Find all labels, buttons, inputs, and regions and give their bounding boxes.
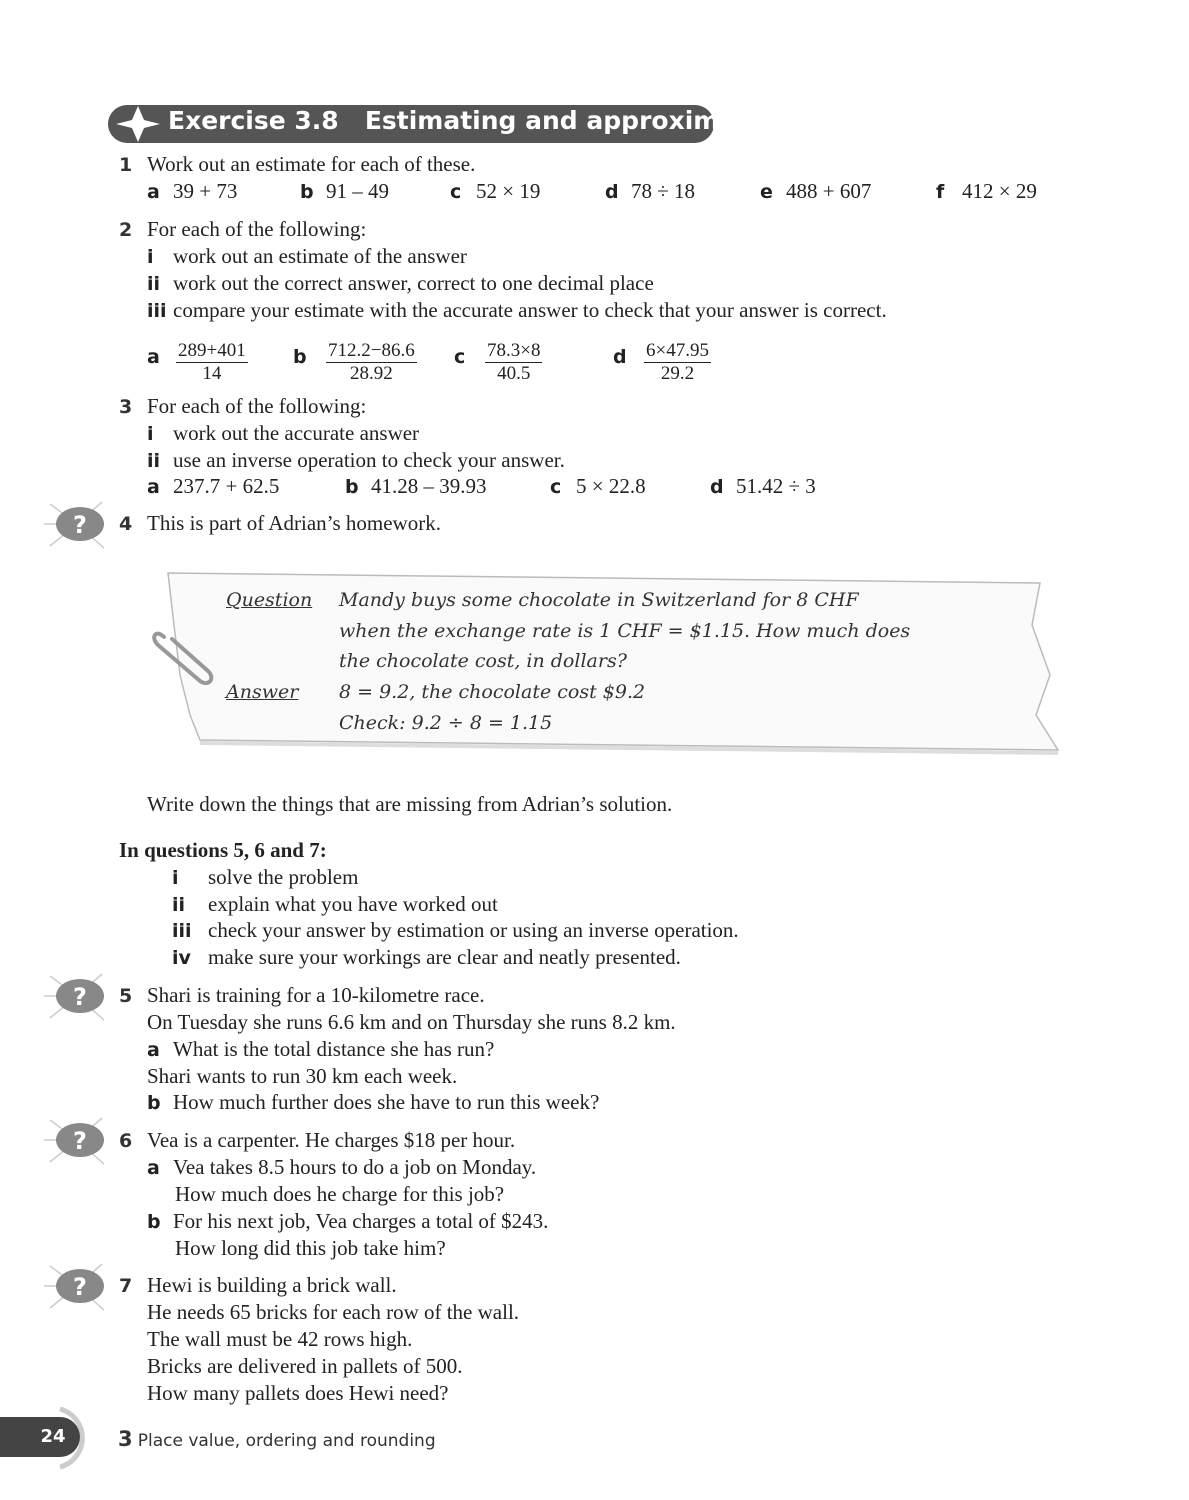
brain-question-icon	[42, 494, 112, 554]
page-number: 24	[40, 1426, 66, 1447]
q2-step-i: i work out an estimate of the answer	[147, 244, 467, 268]
star-icon	[112, 104, 164, 144]
q5-line: On Tuesday she runs 6.6 km and on Thursday she runs 8.2 km.	[147, 1010, 676, 1034]
q5-part-a: a What is the total distance she has run?	[147, 1037, 495, 1061]
homework-question-line: Mandy buys some chocolate in Switzerland for 8 CHF	[339, 589, 859, 611]
instruction-step: ii explain what you have worked out	[172, 892, 498, 916]
homework-question-line: the chocolate cost, in dollars?	[339, 650, 627, 672]
brain-question-icon	[42, 1256, 112, 1316]
q6-part-a: a Vea takes 8.5 hours to do a job on Monday.	[147, 1155, 537, 1179]
instruction-step: iii check your answer by estimation or using an inverse operation.	[172, 918, 739, 942]
homework-answer-line: 8 = 9.2, the chocolate cost $9.2	[339, 681, 646, 703]
exercise-title	[168, 106, 792, 135]
question-3: 3 For each of the following:	[119, 394, 367, 418]
brain-question-icon	[42, 1110, 112, 1170]
q4-followup: Write down the things that are missing from Adrian’s solution.	[147, 792, 673, 816]
exercise-number: Exercise 3.8	[168, 106, 339, 135]
q3-part-d: d 51.42 ÷ 3	[710, 474, 816, 498]
question-2: 2 For each of the following:	[119, 217, 367, 241]
q5-part-b: b How much further does she have to run this week?	[147, 1090, 600, 1114]
exercise-name: Estimating and approximating	[364, 106, 793, 135]
homework-answer-label: Answer	[226, 681, 299, 703]
q2-fraction-d: $\frac{6\times 47.95}{29.2}$	[646, 340, 709, 384]
homework-question-line: when the exchange rate is 1 CHF = $1.15. How much does	[339, 620, 911, 642]
question-5: 5 Shari is training for a 10-kilometre race.	[119, 983, 485, 1007]
q3-step-ii: ii use an inverse operation to check your answer.	[147, 448, 565, 472]
q2-fraction-c-label: c	[454, 346, 466, 368]
homework-question-label: Question	[226, 589, 313, 611]
q2-step-ii: ii work out the correct answer, correct to one decimal place	[147, 271, 654, 295]
q2-fraction-b: $\frac{712.2-86.6}{28.92}$	[328, 340, 415, 384]
svg-text:?: ?	[73, 1127, 87, 1155]
question-6: 6 Vea is a carpenter. He charges $18 per hour.	[119, 1128, 516, 1152]
question-7: 7 Hewi is building a brick wall.	[119, 1273, 397, 1297]
svg-text:?: ?	[73, 511, 87, 539]
q6-part-b-line2: How long did this job take him?	[175, 1236, 446, 1260]
svg-text:?: ?	[73, 1273, 87, 1301]
paperclip-icon	[150, 625, 220, 685]
homework-answer-line: Check: 9.2 ÷ 8 = 1.15	[339, 712, 553, 734]
question-1: 1 Work out an estimate for each of these.	[119, 152, 476, 176]
q1-part-e: e 488 + 607	[760, 179, 872, 203]
q1-part-b: b 91 – 49	[300, 179, 389, 203]
instruction-step: iv make sure your workings are clear and neatly presented.	[172, 945, 681, 969]
instructions-title: In questions 5, 6 and 7:	[119, 838, 327, 862]
q5-line: Shari wants to run 30 km each week.	[147, 1064, 458, 1088]
footer-chapter: 3 Place value, ordering and rounding	[118, 1427, 436, 1451]
q3-part-c: c 5 × 22.8	[550, 474, 646, 498]
q1-part-f: f 412 × 29	[936, 179, 1037, 203]
q1-part-d: d 78 ÷ 18	[605, 179, 696, 203]
q6-part-a-line2: How much does he charge for this job?	[175, 1182, 505, 1206]
q1-part-a: a 39 + 73	[147, 179, 238, 203]
q2-fraction-d-label: d	[613, 346, 627, 368]
q2-fraction-a: $\frac{289+401}{14}$	[178, 340, 246, 384]
instruction-step: i solve the problem	[172, 865, 359, 889]
q7-line: How many pallets does Hewi need?	[147, 1381, 449, 1405]
q2-fraction-a-label: a	[147, 346, 160, 368]
q3-part-a: a 237.7 + 62.5	[147, 474, 280, 498]
q2-fraction-b-label: b	[293, 346, 307, 368]
q1-part-c: c 52 × 19	[450, 179, 541, 203]
q7-line: Bricks are delivered in pallets of 500.	[147, 1354, 463, 1378]
q3-part-b: b 41.28 – 39.93	[345, 474, 487, 498]
q3-step-i: i work out the accurate answer	[147, 421, 420, 445]
q2-fraction-c: $\frac{78.3\times 8}{40.5}$	[487, 340, 541, 384]
question-4: 4 This is part of Adrian’s homework.	[119, 511, 441, 535]
q2-step-iii: iii compare your estimate with the accurate answer to check that your answer is correct.	[147, 298, 887, 322]
q7-line: He needs 65 bricks for each row of the wall.	[147, 1300, 520, 1324]
svg-text:?: ?	[73, 983, 87, 1011]
brain-question-icon	[42, 966, 112, 1026]
q6-part-b: b For his next job, Vea charges a total of $243.	[147, 1209, 549, 1233]
q7-line: The wall must be 42 rows high.	[147, 1327, 413, 1351]
